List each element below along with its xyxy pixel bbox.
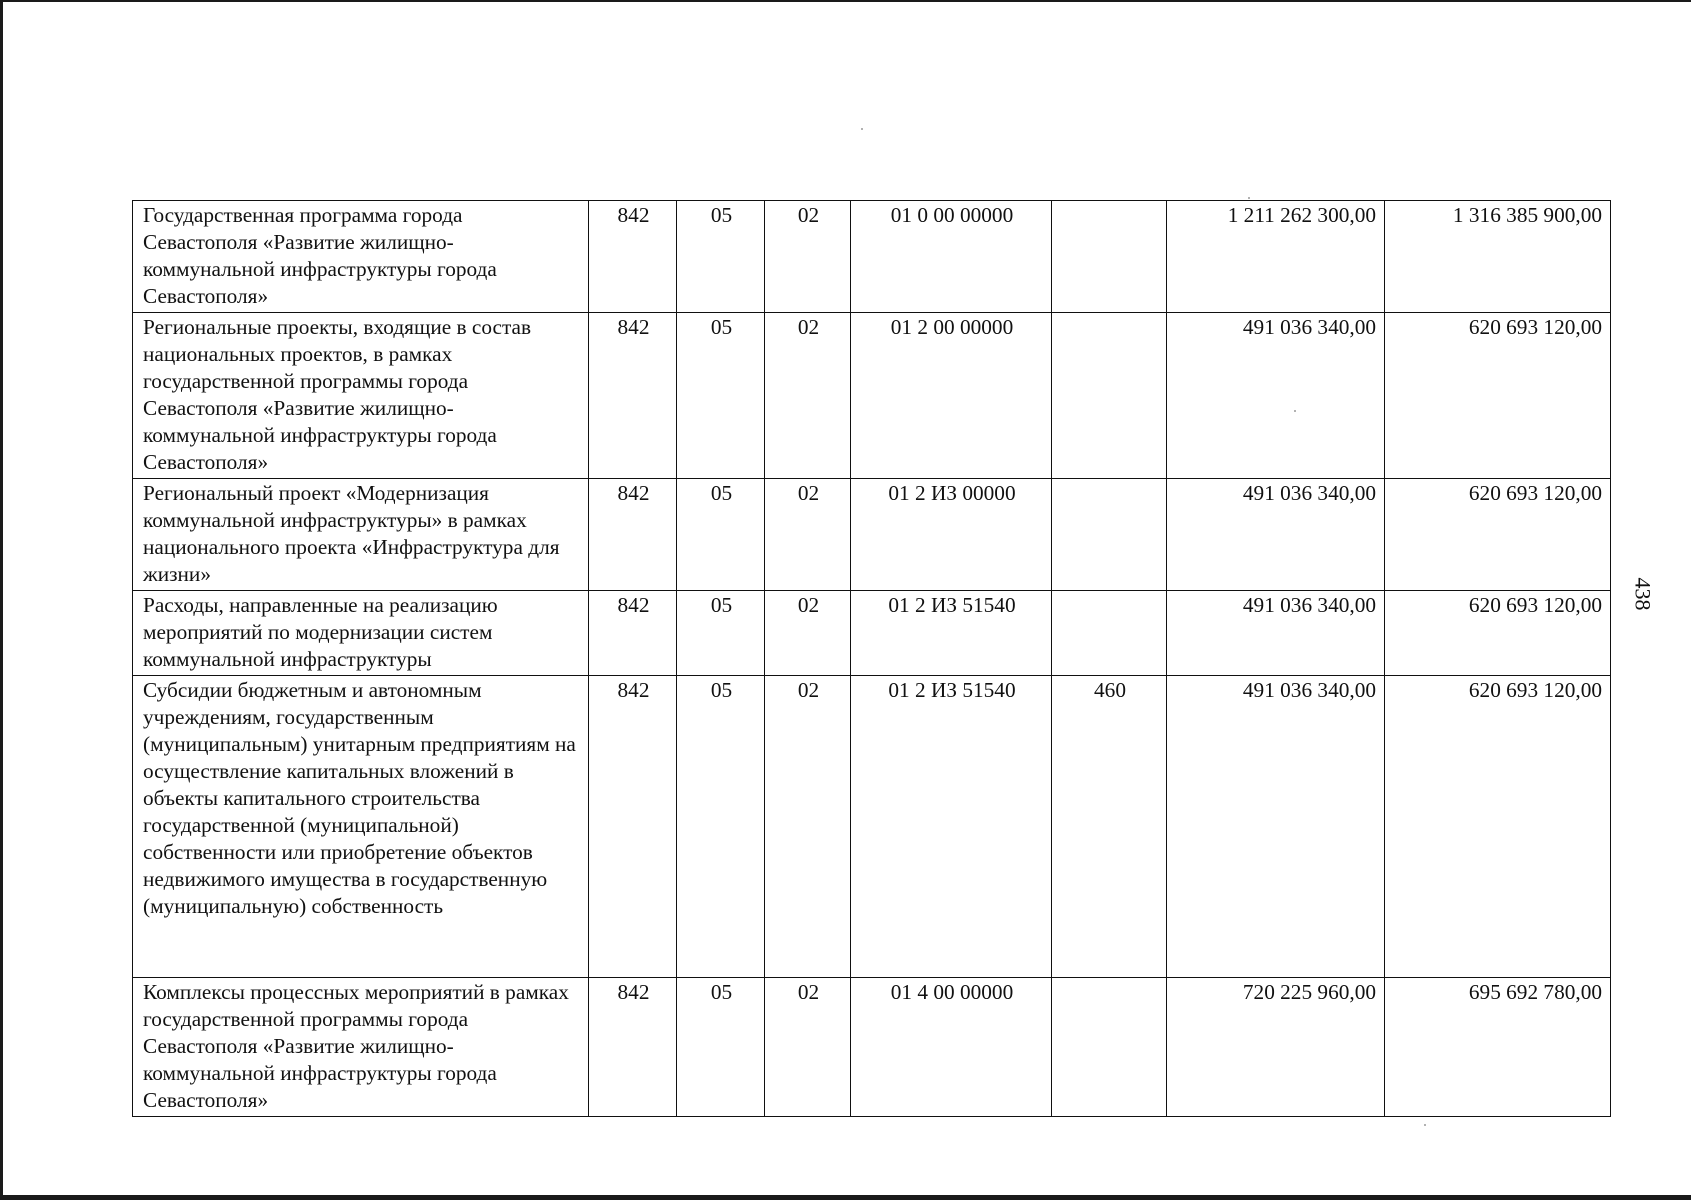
section-code: 05 [677,479,765,591]
section-code: 05 [677,676,765,978]
amount-second: 620 693 120,00 [1385,676,1611,978]
subsection-code: 02 [765,978,851,1117]
ministry-code: 842 [589,591,677,676]
amount-second: 620 693 120,00 [1385,591,1611,676]
target-article: 01 2 00 00000 [851,313,1052,479]
section-code: 05 [677,313,765,479]
subsection-code: 02 [765,313,851,479]
row-name: Субсидии бюджетным и автономным учреждениям, государственным (муниципальным) унитарным предприятиям на осуществление капитальных вложений в объекты капитального строительства государственной (муниципальной) собственности или приобретение объектов недвижимого имущества в государственную (муниципальную) собственность [133,676,589,978]
row-name: Расходы, направленные на реализацию мероприятий по модернизации систем коммунальной инфраструктуры [133,591,589,676]
amount-second: 620 693 120,00 [1385,479,1611,591]
table-row [133,676,1611,978]
row-name: Региональный проект «Модернизация коммунальной инфраструктуры» в рамках национального проекта «Инфраструктура для жизни» [133,479,589,591]
target-article: 01 4 00 00000 [851,978,1052,1117]
scan-edge-left [0,0,3,1200]
amount-first: 491 036 340,00 [1167,479,1385,591]
amount-first: 1 211 262 300,00 [1167,201,1385,313]
section-code: 05 [677,591,765,676]
target-article: 01 2 ИЗ 00000 [851,479,1052,591]
subsection-code: 02 [765,676,851,978]
expense-type: 460 [1052,676,1167,978]
row-name: Региональные проекты, входящие в состав национальных проектов, в рамках государственной программы города Севастополя «Развитие жилищно-коммунальной инфраструктуры города Севастополя» [133,313,589,479]
ministry-code: 842 [589,978,677,1117]
table-row [133,201,1611,313]
section-code: 05 [677,201,765,313]
amount-first: 491 036 340,00 [1167,313,1385,479]
page-number: 438 [1630,577,1656,611]
table-row [133,479,1611,591]
table-row [133,978,1611,1117]
expense-type [1052,591,1167,676]
expense-type [1052,313,1167,479]
amount-first: 720 225 960,00 [1167,978,1385,1117]
ministry-code: 842 [589,313,677,479]
amount-second: 695 692 780,00 [1385,978,1611,1117]
target-article: 01 0 00 00000 [851,201,1052,313]
ministry-code: 842 [589,201,677,313]
scan-edge-top [0,0,1691,2]
scan-edge-bottom [0,1195,1691,1200]
subsection-code: 02 [765,591,851,676]
expense-type [1052,201,1167,313]
ministry-code: 842 [589,479,677,591]
subsection-code: 02 [765,479,851,591]
amount-second: 620 693 120,00 [1385,313,1611,479]
amount-second: 1 316 385 900,00 [1385,201,1611,313]
amount-first: 491 036 340,00 [1167,676,1385,978]
scan-speck [1424,1124,1426,1126]
expense-type [1052,479,1167,591]
subsection-code: 02 [765,201,851,313]
target-article: 01 2 ИЗ 51540 [851,676,1052,978]
row-name: Комплексы процессных мероприятий в рамках государственной программы города Севастополя «Развитие жилищно-коммунальной инфраструктуры города Севастополя» [133,978,589,1117]
expense-type [1052,978,1167,1117]
ministry-code: 842 [589,676,677,978]
row-name: Государственная программа города Севастополя «Развитие жилищно-коммунальной инфраструктуры города Севастополя» [133,201,589,313]
table-row [133,591,1611,676]
target-article: 01 2 ИЗ 51540 [851,591,1052,676]
budget-table [132,200,1611,1117]
scan-speck [1248,197,1250,199]
scan-speck [861,128,863,130]
amount-first: 491 036 340,00 [1167,591,1385,676]
table-row [133,313,1611,479]
budget-table-body [133,201,1611,1117]
section-code: 05 [677,978,765,1117]
